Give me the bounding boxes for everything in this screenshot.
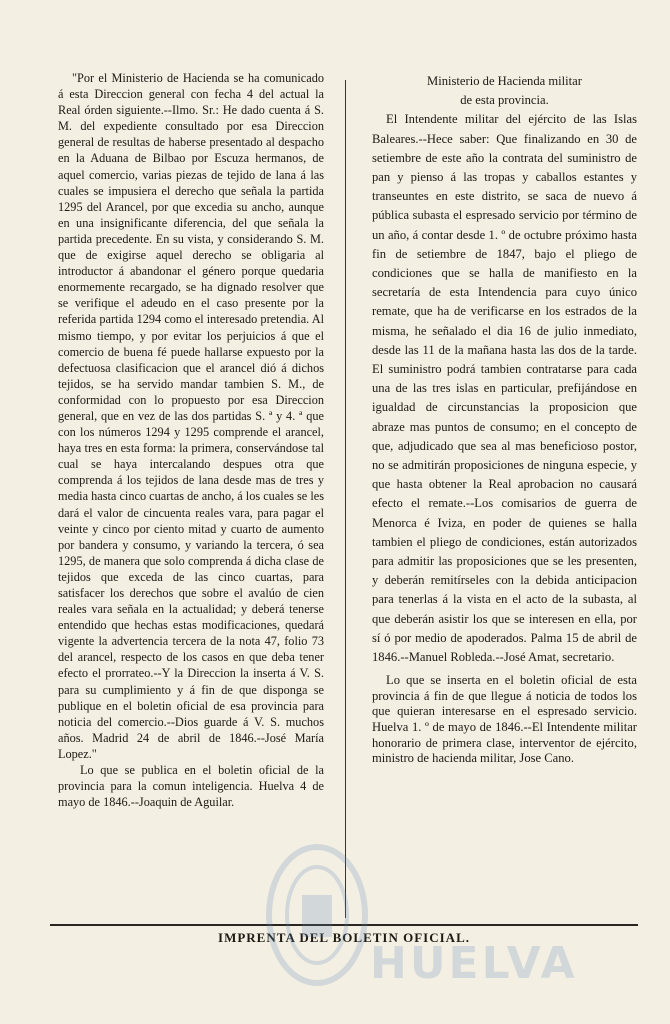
imprint-line: IMPRENTA DEL BOLETIN OFICIAL. [218,930,470,945]
left-column [58,70,324,810]
right-column [372,72,637,767]
right-paragraph-1: El Intendente militar del ejército de las Islas Baleares.--Hece saber: Que finalizando en 30 de setiembre de este año la contrata del suministro de pan y pienso á las tropas y caballos estantes y transeuntes en este distrito, se saca de nuevo á pública subasta el espresado servicio por término de un año, á contar desde 1. º de octubre próximo hasta fin de setiembre de 1847, bajo el pliego de condiciones que se halla de manifiesto en la secretaría de esta Intendencia para cuyo único remate, que ha de verificarse en los estrados de la misma, he señalado el dia 16 de julio inmediato, desde las 11 de la mañana hasta las dos de la tarde. El suministro podrá tambien contratarse para cada una de las tres islas en particular, prefijándose en igualdad de circunstancias la proposicion que abraze mas puntos de consumo; en el concepto de que, adjudicado que sea al mas beneficioso postor, no se admitirán proposiciones de ninguna especie, y que hasta obtener la Real aprobacion no causará efecto el remate.--Los comisarios de guerra de Menorca é Iviza, en poder de quienes se halla tambien el pliego de condiciones, están autorizados para admitir las proposiciones que se les presenten, y deberán remitírseles con la debida anticipacion para tenerlas á la vista en el acto de la subasta, al que deberán asistir los que se interesen en ella, por sí ó por medio de apoderados. Palma 15 de abril de 1846.--Manuel Robleda.--José Amat, secretario. [372,112,637,665]
column-divider [345,80,346,918]
notice-subtitle: de esta provincia. [460,93,549,108]
archive-watermark [262,840,602,1000]
seal-icon [262,840,372,990]
left-paragraph-1: "Por el Ministerio de Hacienda se ha comunicado á esta Direccion general con fecha 4 del actual la Real órden siguiente.--Ilmo. Sr.: He dado cuenta á S. M. del expediente consultado por esa Direccion general de resultas de haberse presentado al despacho en la Aduana de Bilbao por Escuza hermanos, de aquel comercio, varias piezas de tejido de lana á las cuales se impusiera el derecho que señala la partida 1295 del Arancel, por que excedia su ancho, aunque en una insignificante diferencia, del que señala la partida precedente. En su vista, y considerando S. M. que de exigirse aquel derecho se obligaria al introductor á abandonar el género porque quedaria enormemente recargado, se ha dignado resolver que se verifique el adeudo en el caso presente por la referida partida 1294 como el interesado pretendia. Al mismo tiempo, y por evitar los perjuicios á que el comercio de buena fé puede hallarse expuesto por la defectuosa clasificacion que el arancel dió á dichos tejidos, se ha servido mandar tambien S. M., de conformidad con lo propuesto por esa Direccion general, que en vez de las dos partidas S. ª y 4. ª que con los números 1294 y 1295 comprende el arancel, haya tres en esta forma: la primera, conservándose tal cual se haya intercalando despues otra que comprenda á los tejidos de lana desde mas de tres y media hasta cinco cuartas de ancho, á los cuales se les dará el valor de cincuenta reales vara, para pagar el veinte y cinco por ciento mitad y cuarto de aumento por bandera y consumo, y variando la tercera, ó sea 1295, de manera que solo comprenda á dicha clase de tejidos que exceda de las cinco cuartas, para satisfacer los derechos que sobre el avalúo de cien reales vara señala en la actualidad; y deberá tenerse entendido que hechas estas modificaciones, quedará vigente la advertencia tercera de la nota 47, folio 73 del arancel, respecto de los casos en que deba tener efecto el prorrateo.--Y la Direccion la inserta á V. S. para su cumplimiento y á fin de que disponga se publique en el boletin oficial de esa provincia para noticia del comercio.--Dios guarde á V. S. muchos años. Madrid 24 de abril de 1846.--José María Lopez." [58,71,324,761]
notice-title: Ministerio de Hacienda militar [427,74,582,88]
left-paragraph-2: Lo que se publica en el boletin oficial de la provincia para la comun inteligencia. Huelva 4 de mayo de 1846.--Joaquin de Aguilar. [58,763,324,810]
watermark-text: HUELVA [370,938,578,989]
right-paragraph-2: Lo que se inserta en el boletin oficial de esta provincia á fin de que llegue á noticia de todos los que quieran interesarse en el espresado servicio. Huelva 1. º de mayo de 1846.--El Intendente militar honorario de primera clase, interventor de ejército, ministro de hacienda militar, Jose Cano. [372,673,637,766]
